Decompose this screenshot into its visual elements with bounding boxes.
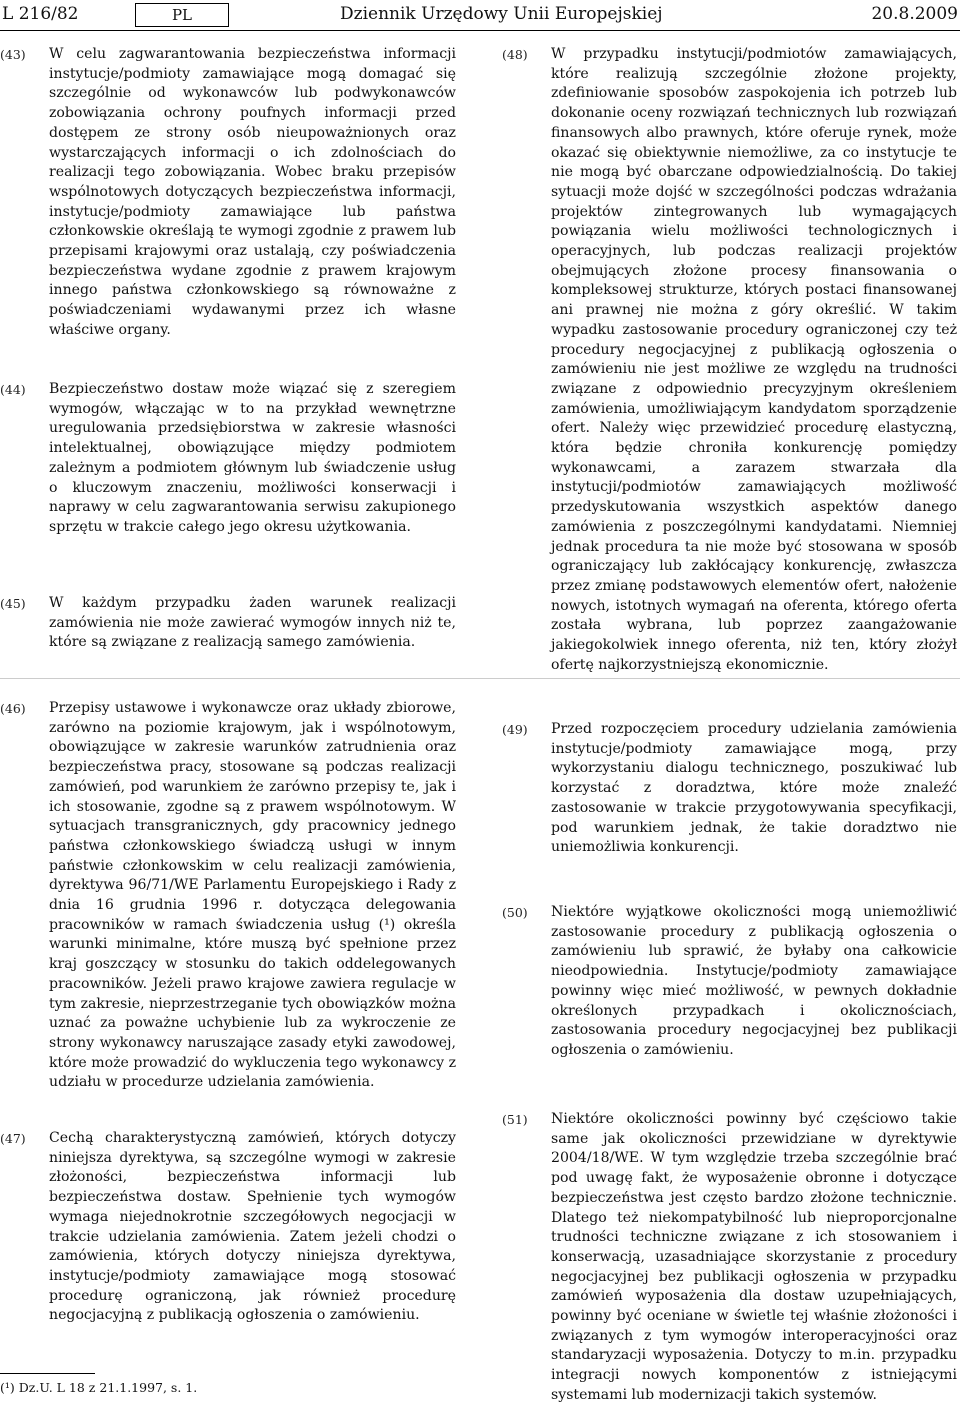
recital-number: (49) (502, 722, 528, 737)
page-reference: L 216/82 (2, 4, 79, 24)
recital-text: Cechą charakterystyczną zamówień, których dotyczy niniejsza dyrektywa, są szczególne wymogi w zakresie złożoności, bezpieczeństwa informacji lub bezpieczeństwa dostaw. Spełnienie tych wymogów wymaga niejednokrotnie szczegółowych negocjacji w trakcie udzielania zamówienia. Zatem jeżeli chodzi o zamówienia, których dotyczy niniejsza dyrektywa, instytucje/podmioty zamawiające mogą stosować procedurę ograniczoną, jak również procedurę negocjacyjną z publikacją ogłoszenia o zamówieniu. (49, 1130, 456, 1324)
right-column (498, 0, 960, 1402)
recital-number: (44) (0, 382, 26, 397)
recital-number: (48) (502, 47, 528, 62)
recital-text: Bezpieczeństwo dostaw może wiązać się z szeregiem wymogów, włączając w to na przykład wewnętrzne uregulowania przedsiębiorstwa w zakresie własności intelektualnej, obowiązujące między podmiotem zależnym a podmiotem głównym lub świadczenie usług o kluczowym znaczeniu, możliwości konserwacji i naprawy w celu zagwarantowania serwisu zakupionego sprzętu w trakcie całego jego okresu użytkowania. (49, 381, 456, 535)
publication-date: 20.8.2009 (871, 4, 958, 24)
recital-number: (50) (502, 905, 528, 920)
recital-text: Przed rozpoczęciem procedury udzielania zamówienia instytucje/podmioty zamawiające mogą, przy wykorzystaniu dialogu technicznego, poszukiwać lub korzystać z doradztwa, które może znaleźć zastosowanie w trakcie przygotowywania specyfikacji, pod warunkiem jednak, że takie doradztwo nie uniemożliwia konkurencji. (551, 721, 957, 856)
recital-text: Przepisy ustawowe i wykonawcze oraz układy zbiorowe, zarówno na poziomie krajowym, jak i wspólnotowym, obowiązujące w zakresie warunków zatrudnienia oraz bezpieczeństwa pracy, stosowane są podczas realizacji zamówień, pod warunkiem że zarówno przepisy te, jak i ich stosowanie, zgodne są z prawem wspólnotowym. W sytuacjach transgranicznych, gdy pracownicy jednego państwa członkowskiego świadczą usługi w innym państwie członkowskim w celu realizacji zamówienia, dyrektywa 96/71/WE Parlamentu Europejskiego i Rady z dnia 16 grudnia 1996 r. dotycząca delegowania pracowników w ramach świadczenia usług (¹) określa warunki minimalne, które muszą być spełnione przez kraj goszczący w stosunku do takich oddelegowanych pracowników. Jeżeli prawo krajowe zawiera regulacje w tym zakresie, nieprzestrzeganie tych obowiązków można uznać za poważne uchybienie lub za wykroczenie ze strony wykonawcy naruszające zasady etyki zawodowej, które może prowadzić do wykluczenia tego wykonawcy z udziału w procedurze udzielania zamówienia. (49, 700, 456, 1091)
left-column (0, 0, 470, 1402)
recital-number: (51) (502, 1112, 528, 1127)
recital-number: (45) (0, 596, 26, 611)
journal-title: Dziennik Urzędowy Unii Europejskiej (340, 4, 663, 24)
recital-text: Niektóre okoliczności powinny być częściowo takie same jak okoliczności przewidziane w dyrektywie 2004/18/WE. W tym względzie trzeba szczególnie brać pod uwagę fakt, że wyposażenie obronne i dotyczące bezpieczeństwa jest często bardzo złożone technicznie. Dlatego też niekompatybilność lub nieproporcjonalne trudności techniczne związane z ich stosowaniem i konserwacją, uzasadniające skorzystanie z procedury negocjacyjnej bez publikacji ogłoszenia w przypadku zamówień wyposażenia dla dostaw uzupełniających, powinny być oceniane w świetle tej właśnie złożoności i związanych z tym wymogów interoperacyjności oraz standaryzacji wyposażenia. Dotyczy to m.in. przypadku integracji nowych komponentów z istniejącymi systemami lub modernizacji takich systemów. (551, 1111, 957, 1403)
footnote-separator (0, 1373, 95, 1374)
language-badge: PL (135, 3, 229, 27)
section-divider (0, 678, 960, 679)
footnote: (¹) Dz.U. L 18 z 21.1.1997, s. 1. (0, 1380, 198, 1395)
recital-number: (43) (0, 47, 26, 62)
recital-number: (46) (0, 701, 26, 716)
recital-text: W każdym przypadku żaden warunek realizacji zamówienia nie może zawierać wymogów innych niż te, które są związane z realizacją samego zamówienia. (49, 595, 456, 651)
recital-text: Niektóre wyjątkowe okoliczności mogą uniemożliwić zastosowanie procedury z publikacją ogłoszenia o zamówieniu lub sprawić, że byłaby ona całkowicie nieodpowiednia. Instytucje/podmioty zamawiające powinny więc mieć możliwość, w pewnych dokładnie określonych przypadkach i okolicznościach, zastosowania procedury negocjacyjnej bez publikacji ogłoszenia o zamówieniu. (551, 904, 957, 1058)
recital-number: (47) (0, 1131, 26, 1146)
recital-text: W celu zagwarantowania bezpieczeństwa informacji instytucje/podmioty zamawiające mogą domagać się szczególnie od wykonawców lub podwykonawców zobowiązania ochrony poufnych informacji przed dostępem ze strony osób nieupoważnionych oraz wystarczających informacji o ich zdolnościach do realizacji tego zobowiązania. Wobec braku przepisów wspólnotowych dotyczących bezpieczeństwa informacji, instytucje/podmioty zamawiające lub państwa członkowskie określają te wymogi zgodnie z prawem lub przepisami krajowymi oraz ustalają, czy poświadczenia bezpieczeństwa wydane zgodnie z prawem krajowym innego państwa członkowskiego są równoważne z poświadczeniami wydawanymi przez ich własne właściwe organy. (49, 46, 456, 338)
recital-text: W przypadku instytucji/podmiotów zamawiających, które realizują szczególnie złożone projekty, zdefiniowanie sposobów zaspokojenia ich potrzeb lub dokonanie oceny rozwiązań technicznych lub rozwiązań finansowych albo prawnych, które oferuje rynek, może okazać się obiektywnie niemożliwe, za co instytucje te nie mogą być obarczane odpowiedzialnością. Do takiej sytuacji może dojść w szczególności podczas wdrażania projektów zintegrowanych lub wymagających powiązania wielu możliwości technologicznych i operacyjnych, lub podczas realizacji projektów obejmujących złożone procesy finansowania o kompleksowej strukturze, których postaci finansowanej ani prawnej nie można z góry określić. W takim wypadku zastosowanie procedury ograniczonej czy też procedury negocjacyjnej z publikacją ogłoszenia o zamówieniu nie jest możliwe ze względu na trudności związane z odpowiednio precyzyjnym określeniem zamówienia, umożliwiającym kandydatom sporządzenie ofert. Należy więc przewidzieć procedurę elastyczną, która będzie chroniła konkurencję pomiędzy wykonawcami, a zarazem stwarzała dla instytucji/podmiotów zamawiających możliwość przedyskutowania wszystkich aspektów danego zamówienia z poszczególnymi kandydatami. Niemniej jednak procedura ta nie może być stosowana w sposób ograniczający lub zakłócający konkurencję, zwłaszcza przez zmianę podstawowych elementów ofert, nałożenie nowych, istotnych wymagań na oferenta, którego oferta została wybrana, lub poprzez zaangażowanie jakiegokolwiek innego oferenta, niż ten, który złożył ofertę najkorzystniejszą ekonomicznie. (551, 46, 957, 673)
